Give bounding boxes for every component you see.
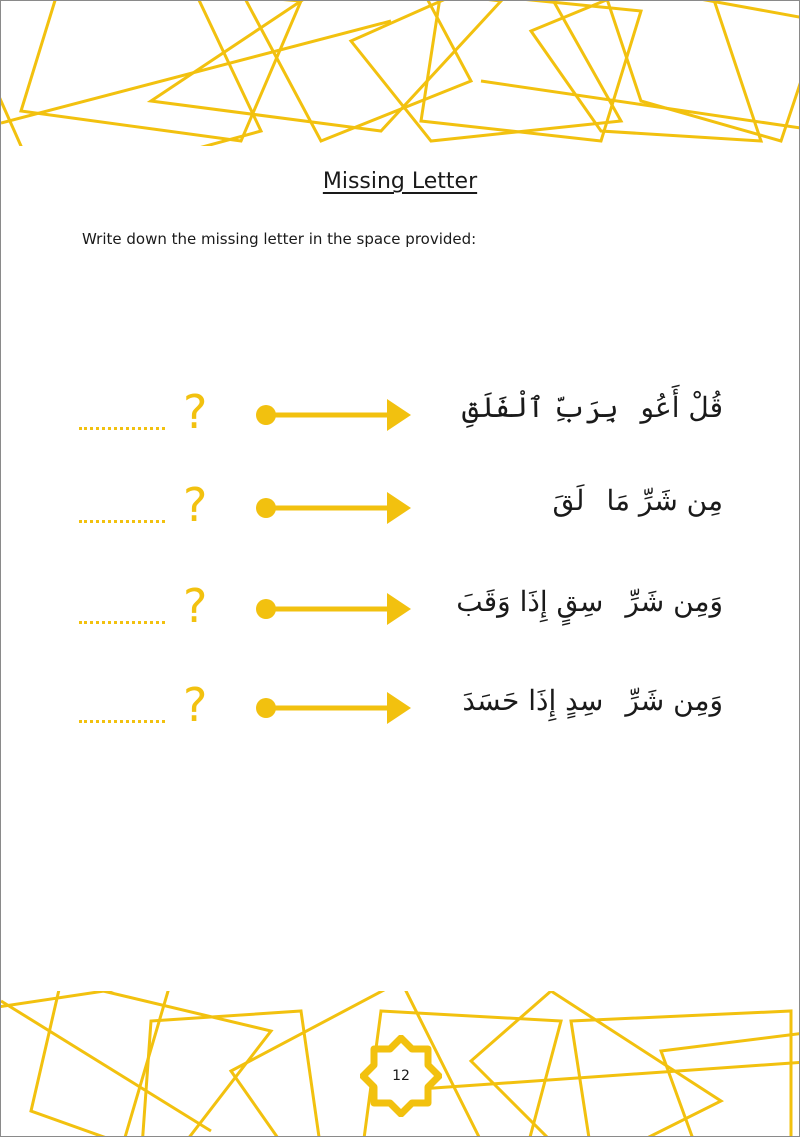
instructions-text: Write down the missing letter in the space provided: — [82, 230, 477, 248]
arabic-verse — [456, 585, 723, 619]
exercise-row — [1, 385, 800, 453]
verse-part: وَمِن شَرِّ — [625, 684, 723, 717]
exercise-row — [1, 678, 800, 746]
arrow-right-icon — [253, 393, 413, 437]
question-mark-icon: ? — [183, 579, 208, 633]
arrow-right-icon — [253, 686, 413, 730]
verse-part: سِقٍ إِذَا وَقَبَ — [456, 585, 604, 618]
verse-part: لَقَ — [552, 484, 585, 517]
answer-blank[interactable] — [79, 720, 165, 723]
page-title: Missing Letter — [322, 169, 478, 194]
answer-blank[interactable] — [79, 427, 165, 430]
geometric-decoration-top — [1, 1, 800, 146]
answer-blank[interactable] — [79, 520, 165, 523]
verse-part: وَمِن شَرِّ — [625, 585, 723, 618]
arabic-verse — [553, 484, 723, 518]
arabic-verse — [462, 391, 723, 425]
arabic-verse — [462, 684, 723, 718]
question-mark-icon: ? — [183, 478, 208, 532]
verse-part: بِرَبِّ ٱلْفَلَقِ — [461, 391, 619, 424]
exercise-row — [1, 579, 800, 647]
page-number: 12 — [392, 1068, 410, 1084]
arrow-right-icon — [253, 486, 413, 530]
arrow-right-icon — [253, 587, 413, 631]
exercise-row — [1, 478, 800, 546]
answer-blank[interactable] — [79, 621, 165, 624]
question-mark-icon: ? — [183, 678, 208, 732]
question-mark-icon: ? — [183, 385, 208, 439]
verse-part: مِن شَرِّ مَا — [606, 484, 723, 517]
verse-part: سِدٍ إِذَا حَسَدَ — [462, 684, 604, 717]
verse-part: قُلْ أَعُو — [640, 391, 723, 424]
